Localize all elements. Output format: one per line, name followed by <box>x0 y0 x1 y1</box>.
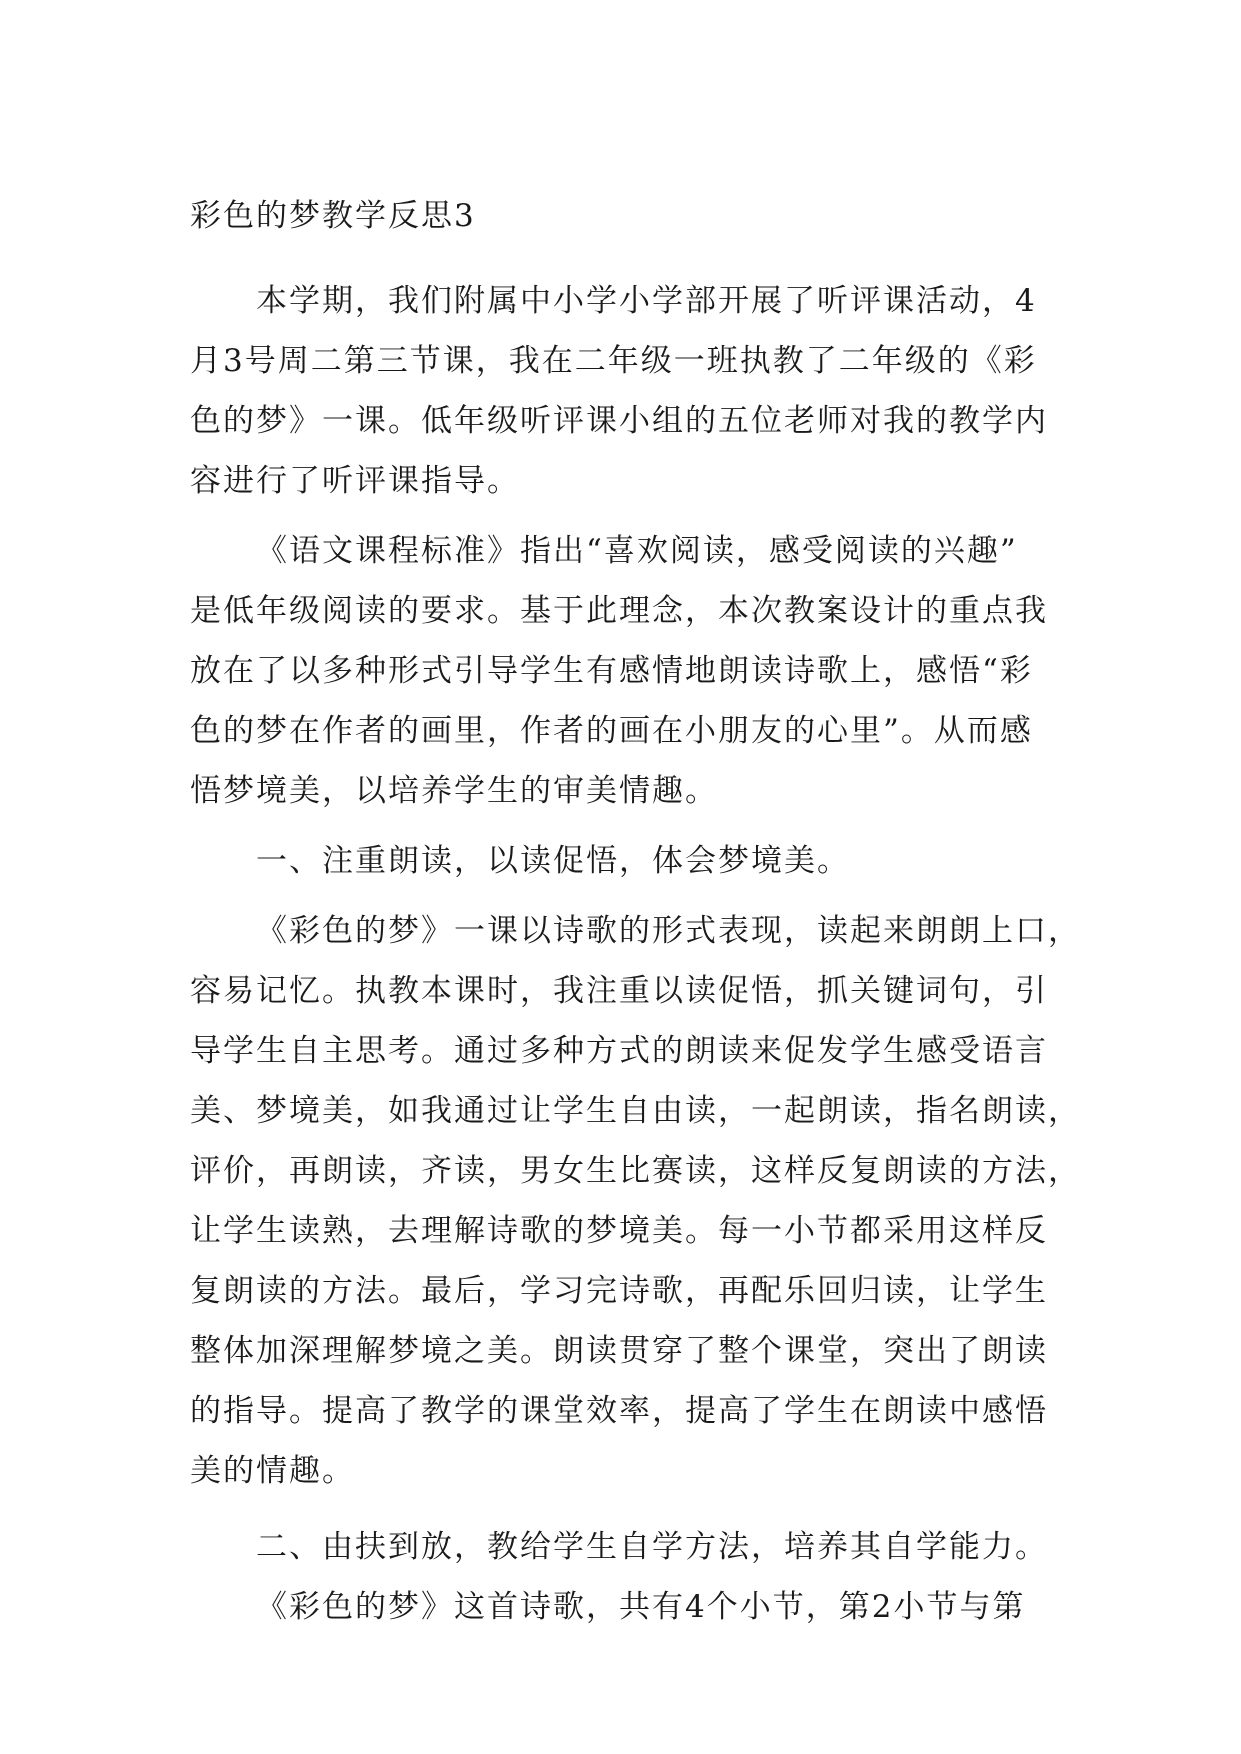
document-body <box>190 281 1081 1647</box>
paragraph-line: 的指导。提高了教学的课堂效率，提高了学生在朗读中感悟 <box>190 1393 1048 1429</box>
paragraph-line: 色的梦》一课。低年级听评课小组的五位老师对我的教学内 <box>190 403 1048 439</box>
section-heading-line: 二、由扶到放，教给学生自学方法，培养其自学能力。 <box>256 1529 1048 1565</box>
paragraph-line: 美的情趣。 <box>190 1453 355 1489</box>
paragraph-line: 《语文课程标准》指出“喜欢阅读，感受阅读的兴趣” <box>256 533 1018 569</box>
paragraph-line: 导学生自主思考。通过多种方式的朗读来促发学生感受语言 <box>190 1033 1048 1069</box>
section-heading-line: 一、注重朗读，以读促悟，体会梦境美。 <box>256 843 850 879</box>
paragraph-line: 本学期，我们附属中小学小学部开展了听评课活动，4 <box>256 283 1037 319</box>
paragraph-line: 整体加深理解梦境之美。朗读贯穿了整个课堂，突出了朗读 <box>190 1333 1048 1369</box>
paragraph-line: 悟梦境美，以培养学生的审美情趣。 <box>190 773 718 809</box>
paragraph-line: 容易记忆。执教本课时，我注重以读促悟，抓关键词句，引 <box>190 973 1048 1009</box>
paragraph-line: 是低年级阅读的要求。基于此理念，本次教案设计的重点我 <box>190 593 1048 629</box>
paragraph-line: 《彩色的梦》一课以诗歌的形式表现，读起来朗朗上口， <box>256 913 1081 949</box>
paragraph-line: 复朗读的方法。最后，学习完诗歌，再配乐回归读，让学生 <box>190 1273 1048 1309</box>
paragraph-line: 容进行了听评课指导。 <box>190 463 520 499</box>
paragraph-line: 评价，再朗读，齐读，男女生比赛读，这样反复朗读的方法， <box>190 1153 1081 1189</box>
paragraph-line: 美、梦境美，如我通过让学生自由读，一起朗读，指名朗读， <box>190 1093 1081 1129</box>
paragraph-line: 月3号周二第三节课，我在二年级一班执教了二年级的《彩 <box>190 343 1037 379</box>
document-title: 彩色的梦教学反思3 <box>190 198 476 234</box>
paragraph-line: 色的梦在作者的画里，作者的画在小朋友的心里”。从而感 <box>190 713 1033 749</box>
paragraph-line: 让学生读熟，去理解诗歌的梦境美。每一小节都采用这样反 <box>190 1213 1048 1249</box>
paragraph-line: 《彩色的梦》这首诗歌，共有4个小节，第2小节与第 <box>256 1589 1026 1625</box>
paragraph-line: 放在了以多种形式引导学生有感情地朗读诗歌上，感悟“彩 <box>190 653 1033 689</box>
